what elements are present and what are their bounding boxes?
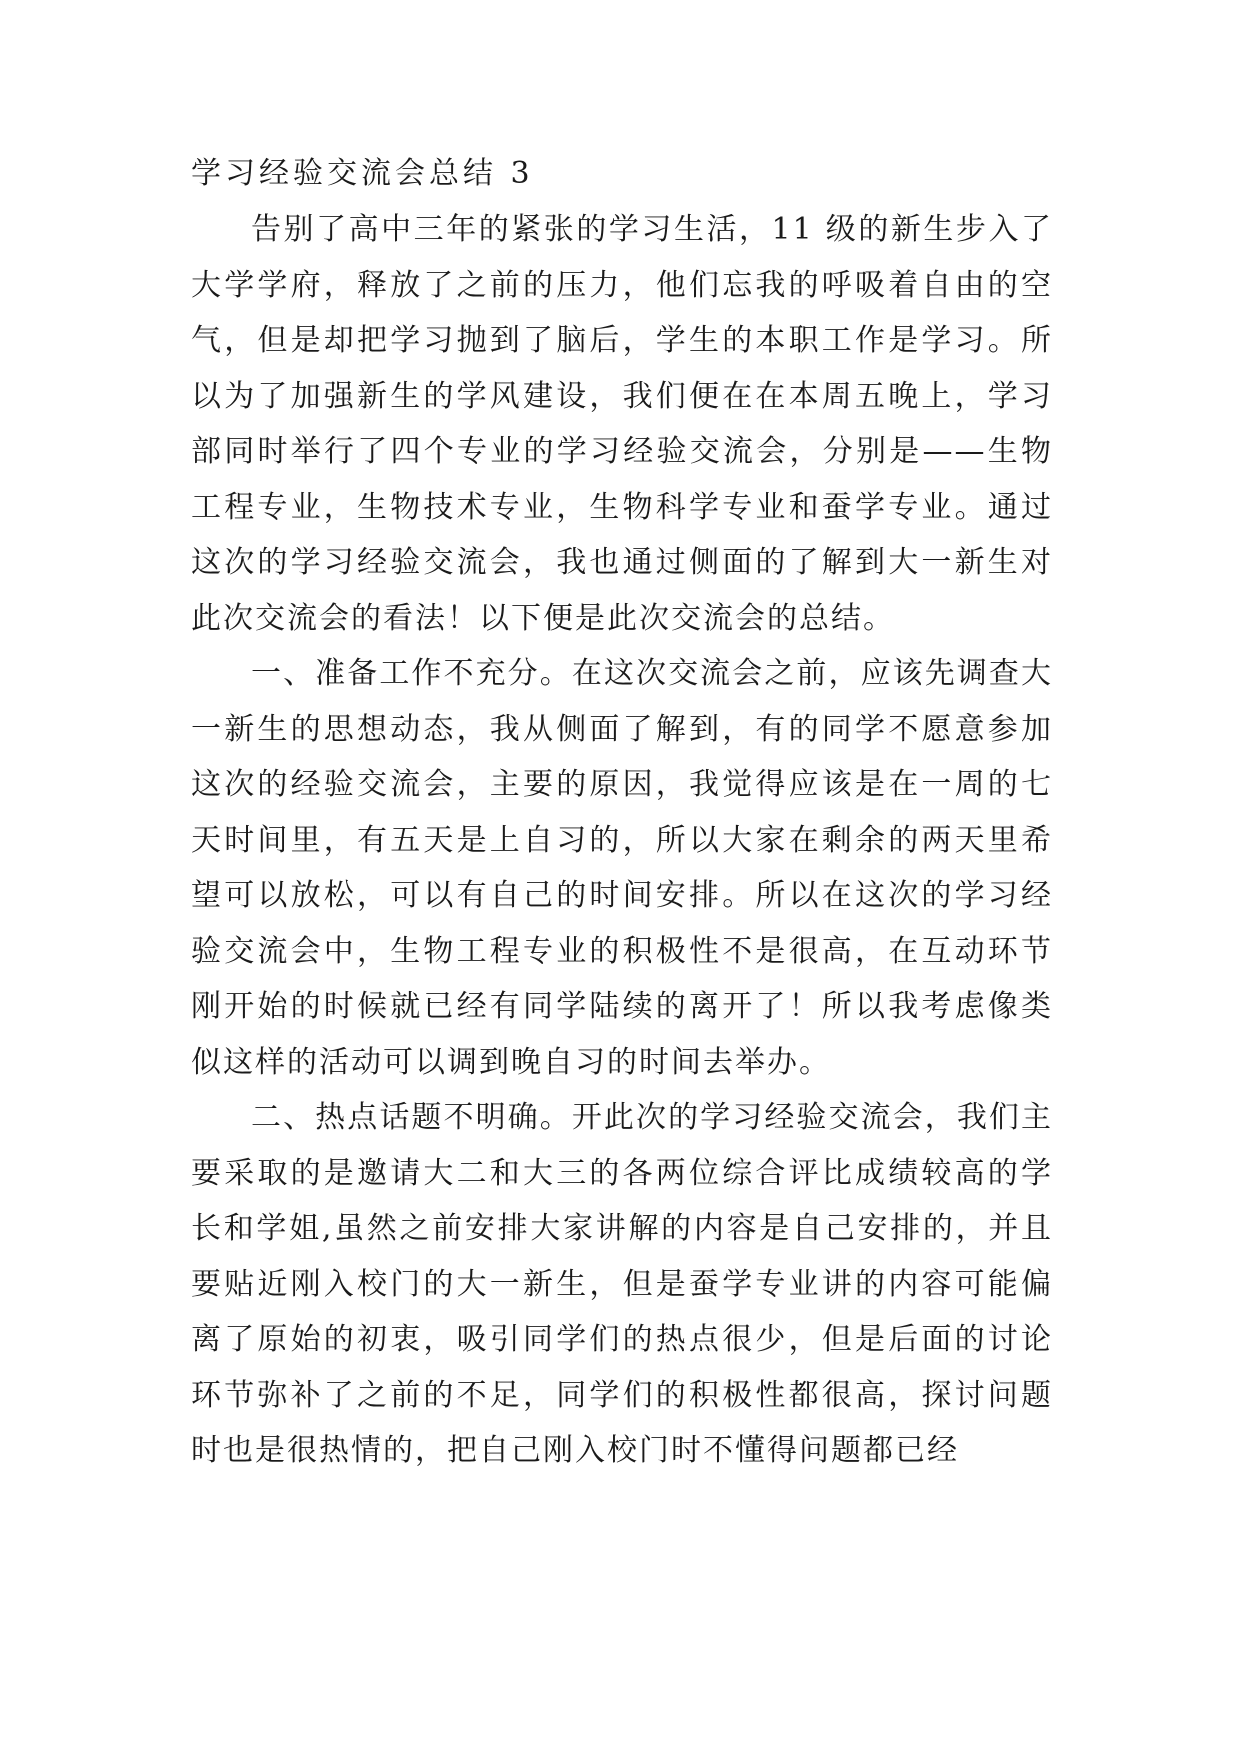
document-title: 学习经验交流会总结 3 bbox=[191, 156, 534, 191]
document-body bbox=[191, 152, 1053, 1479]
paragraph-intro: 告别了高中三年的紧张的学习生活，11 级的新生步入了大学学府，释放了之前的压力，他们忘我的呼吸着自由的空气，但是却把学习抛到了脑后，学生的本职工作是学习。所以为了加强新生的学风建设，我们便在在本周五晚上，学习部同时举行了四个专业的学习经验交流会，分别是——生物工程专业，生物技术专业，生物科学专业和蚕学专业。通过这次的学习经验交流会，我也通过侧面的了解到大一新生对此次交流会的看法！以下便是此次交流会的总结。 bbox=[191, 212, 1053, 636]
paragraph-preparation: 一、准备工作不充分。在这次交流会之前，应该先调查大一新生的思想动态，我从侧面了解到，有的同学不愿意参加这次的经验交流会，主要的原因，我觉得应该是在一周的七天时间里，有五天是上自习的，所以大家在剩余的两天里希望可以放松，可以有自己的时间安排。所以在这次的学习经验交流会中，生物工程专业的积极性不是很高，在互动环节刚开始的时候就已经有同学陆续的离开了！所以我考虑像类似这样的活动可以调到晚自习的时间去举办。 bbox=[191, 656, 1053, 1080]
paragraph-topics: 二、热点话题不明确。开此次的学习经验交流会，我们主要采取的是邀请大二和大三的各两位综合评比成绩较高的学长和学姐,虽然之前安排大家讲解的内容是自己安排的，并且要贴近刚入校门的大一新生，但是蚕学专业讲的内容可能偏离了原始的初衷，吸引同学们的热点很少，但是后面的讨论环节弥补了之前的不足，同学们的积极性都很高，探讨问题时也是很热情的，把自己刚入校门时不懂得问题都已经 bbox=[191, 1100, 1053, 1468]
